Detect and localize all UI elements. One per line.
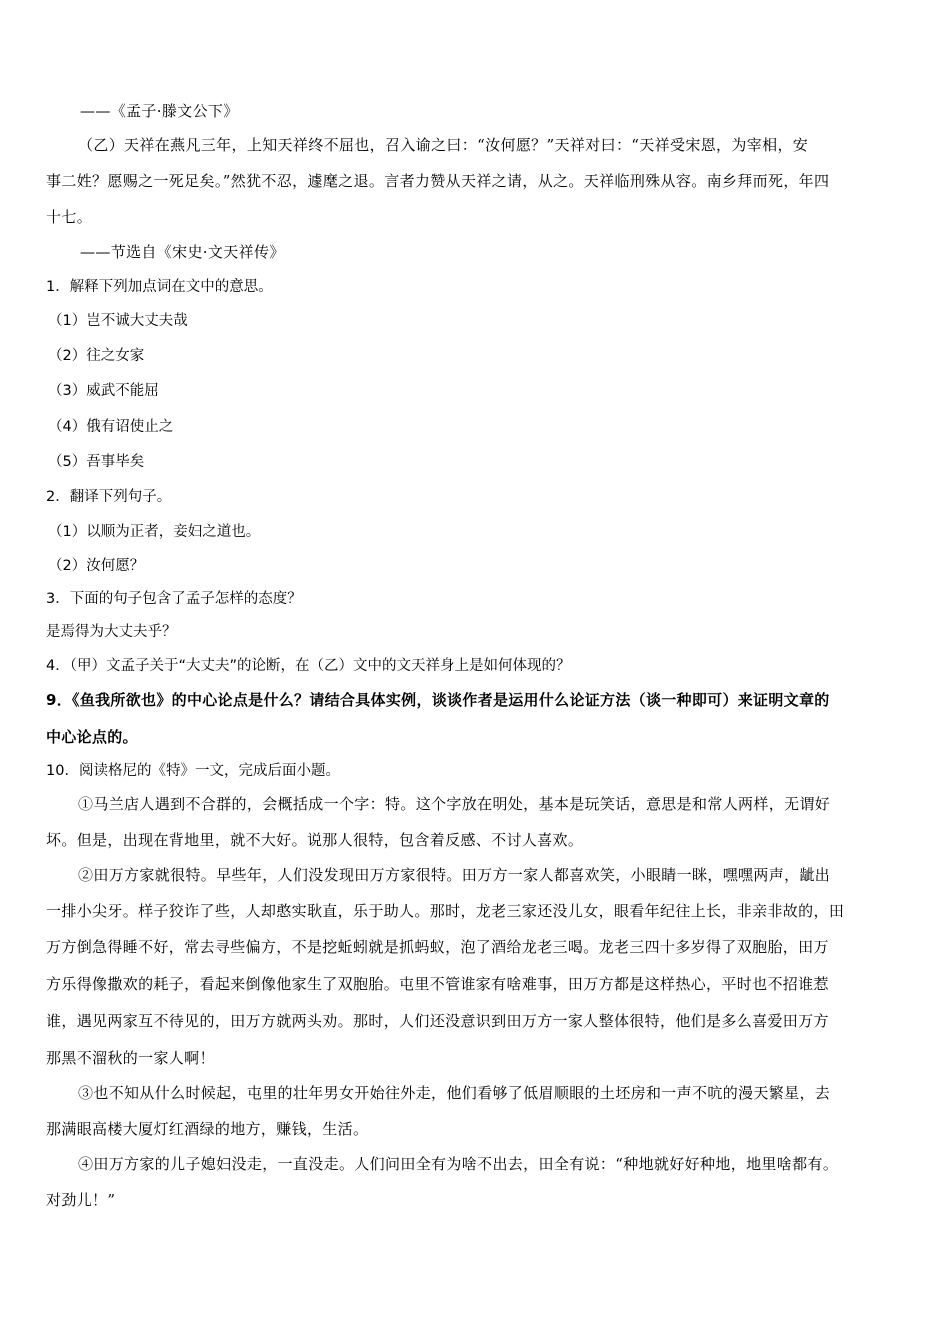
article-p2-line-6: 那黑不溜秋的一家人啊！ bbox=[46, 1049, 215, 1067]
question-2-item-1: （1）以顺为正者，妾妇之道也。 bbox=[48, 524, 261, 540]
question-9-line-2: 中心论点的。 bbox=[46, 728, 138, 746]
question-3-title: 3．下面的句子包含了孟子怎样的态度？ bbox=[46, 591, 302, 607]
question-2-item-2: （2）汝何愿？ bbox=[48, 558, 145, 574]
question-1-item-5: （5）吾事毕矣 bbox=[48, 454, 145, 470]
question-2-title: 2．翻译下列句子。 bbox=[46, 489, 172, 505]
passage-yi-line-3: 十七。 bbox=[46, 208, 93, 226]
article-p4-line-2: 对劲儿！” bbox=[46, 1191, 116, 1209]
question-1-item-4: （4）俄有诏使止之 bbox=[48, 419, 174, 435]
question-1-item-3: （3）威武不能屈 bbox=[48, 383, 159, 399]
article-p2-line-5: 谁，遇见两家互不待见的，田万方就两头劝。那时，人们还没意识到田万方一家人整体很特，他们是多么喜爱田万方 bbox=[46, 1012, 829, 1030]
passage-yi-source: ——节选自《宋史·文天祥传》 bbox=[80, 243, 285, 261]
article-p3-line-2: 那满眼高楼大厦灯红酒绿的地方，赚钱，生活。 bbox=[46, 1120, 369, 1138]
article-p2-line-3: 万方倒急得睡不好，常去寻些偏方，不是挖蚯蚓就是抓蚂蚁，泡了酒给龙老三喝。龙老三四十多岁得了双胞胎，田万 bbox=[46, 938, 829, 956]
article-p2-line-4: 方乐得像撒欢的耗子，看起来倒像他家生了双胞胎。屯里不管谁家有啥难事，田万方都是这样热心，平时也不招谁惹 bbox=[46, 975, 829, 993]
question-10-title: 10．阅读格尼的《特》一文，完成后面小题。 bbox=[46, 763, 340, 779]
passage-jia-source: ——《孟子·滕文公下》 bbox=[80, 102, 239, 120]
article-p3-line-1: ③也不知从什么时候起，屯里的壮年男女开始往外走，他们看够了低眉顺眼的土坯房和一声不吭的漫天繁星，去 bbox=[78, 1084, 831, 1102]
question-4: 4．（甲）文孟子关于“大丈夫”的论断，在（乙）文中的文天祥身上是如何体现的？ bbox=[46, 658, 571, 674]
article-p1-line-1: ①马兰店人遇到不合群的，会概括成一个字：特。这个字放在明处，基本是玩笑话，意思是和常人两样，无谓好 bbox=[78, 795, 831, 813]
passage-yi-line-1: （乙）天祥在燕凡三年，上知天祥终不屈也，召入谕之曰：“汝何愿？”天祥对曰：“天祥受宋恩，为宰相，安 bbox=[78, 136, 809, 154]
question-1-title: 1．解释下列加点词在文中的意思。 bbox=[46, 279, 273, 295]
question-1-item-1: （1）岂不诚大丈夫哉 bbox=[48, 313, 188, 329]
question-1-item-2: （2）往之女家 bbox=[48, 348, 145, 364]
article-p2-line-2: 一排小尖牙。样子狡诈了些，人却憨实耿直，乐于助人。那时，龙老三家还没儿女，眼看年纪往上长，非亲非故的，田 bbox=[46, 902, 845, 920]
question-9-line-1: 9．《鱼我所欲也》的中心论点是什么？请结合具体实例，谈谈作者是运用什么论证方法（谈一种即可）来证明文章的 bbox=[46, 691, 830, 709]
passage-yi-line-2: 事二姓？愿赐之一死足矣。”然犹不忍，遽麾之退。言者力赞从天祥之请，从之。天祥临刑殊从容。南乡拜而死，年四 bbox=[46, 172, 830, 190]
article-p4-line-1: ④田万方家的儿子媳妇没走，一直没走。人们问田全有为啥不出去，田全有说：“种地就好好种地，地里啥都有。 bbox=[78, 1155, 839, 1173]
question-3-sentence: 是焉得为大丈夫乎？ bbox=[46, 624, 177, 640]
article-p1-line-2: 坏。但是，出现在背地里，就不大好。说那人很特，包含着反感、不讨人喜欢。 bbox=[46, 831, 584, 849]
article-p2-line-1: ②田万方家就很特。早些年，人们没发现田万方家很特。田万方一家人都喜欢笑，小眼睛一眯，嘿嘿两声，龇出 bbox=[78, 866, 831, 884]
